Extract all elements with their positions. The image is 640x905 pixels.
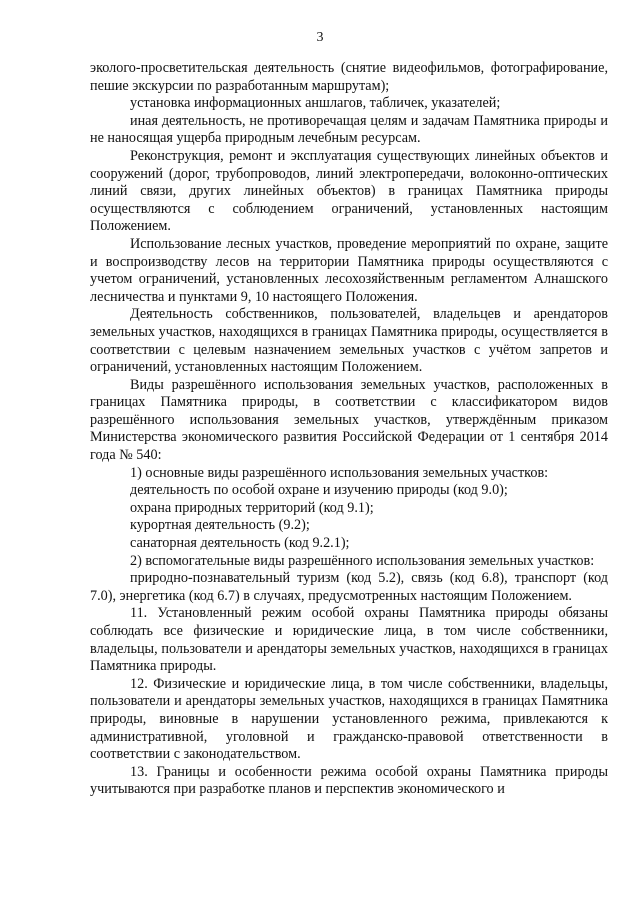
list-heading-main-uses: 1) основные виды разрешённого использования земельных участков: (130, 464, 549, 481)
list-item-main-use: санаторная деятельность (код 9.2.1); (130, 535, 350, 552)
paragraph-section-11: 11. Установленный режим особой охраны Памятника природы обязаны соблюдать все физические и юридические лица, в том числе собственники, владельцы, пользователи и арендаторы земельных участков, находящихся в границах Памятника природы. (90, 605, 608, 675)
paragraph-section-12: 12. Физические и юридические лица, в том числе собственники, владельцы, пользователи и арендаторы земельных участков, находящихся в границах Памятника природы, виновные в нарушении установленного режима, привлекаются к административной, уголовной и гражданско-правовой ответственности в соответствии с законодательством. (90, 675, 608, 763)
paragraph-section-13: 13. Границы и особенности режима особой охраны Памятника природы учитываются при разработке планов и перспектив экономического и (90, 763, 608, 798)
paragraph-forest-use: Использование лесных участков, проведение мероприятий по охране, защите и воспроизводству лесов на территории Памятника природы осуществляются с учетом ограничений, установленных лесохозяйственным регламентом Алнашского лесничества и пунктами 9, 10 настоящего Положения. (90, 235, 608, 305)
paragraph-info-signs: установка информационных аншлагов, табличек, указателей; (130, 95, 501, 112)
document-body (90, 60, 608, 799)
list-item-main-use: охрана природных территорий (код 9.1); (130, 499, 374, 516)
list-item-auxiliary-use: природно-познавательный туризм (код 5.2), связь (код 6.8), транспорт (код 7.0), энергетика (код 6.7) в случаях, предусмотренных настоящим Положением. (90, 570, 608, 604)
paragraph-permitted-use: Виды разрешённого использования земельных участков, расположенных в границах Памятника природы, в соответствии с классификатором видов разрешённого использования земельных участков, утверждённым приказом Министерства экономического развития Российской Федерации от 1 сентября 2014 года № 540: (90, 376, 608, 464)
list-item-main-use: деятельность по особой охране и изучению природы (код 9.0); (130, 482, 508, 499)
page-number: 3 (316, 30, 324, 45)
list-item-main-use: курортная деятельность (9.2); (130, 517, 310, 534)
paragraph-continuation-ecological: эколого-просветительская деятельность (снятие видеофильмов, фотографирование, пешие экскурсии по разработанным маршрутам); (90, 60, 608, 94)
paragraph-linear-objects: Реконструкция, ремонт и эксплуатация существующих линейных объектов и сооружений (дорог, трубопроводов, линий электропередачи, волоконно-оптических линий связи, других линейных объектов) в границах Памятника природы осуществляются с соблюдением ограничений, установленных настоящим Положением. (90, 147, 608, 235)
list-heading-auxiliary-uses: 2) вспомогательные виды разрешённого использования земельных участков: (130, 552, 595, 569)
paragraph-landowners: Деятельность собственников, пользователей, владельцев и арендаторов земельных участков, находящихся в границах Памятника природы, осуществляется в соответствии с целевым назначением земельных участков с учётом запретов и ограничений, установленных настоящим Положением. (90, 306, 608, 376)
paragraph-other-activity: иная деятельность, не противоречащая целям и задачам Памятника природы и не наносящая ущерба природным лечебным ресурсам. (90, 112, 608, 147)
